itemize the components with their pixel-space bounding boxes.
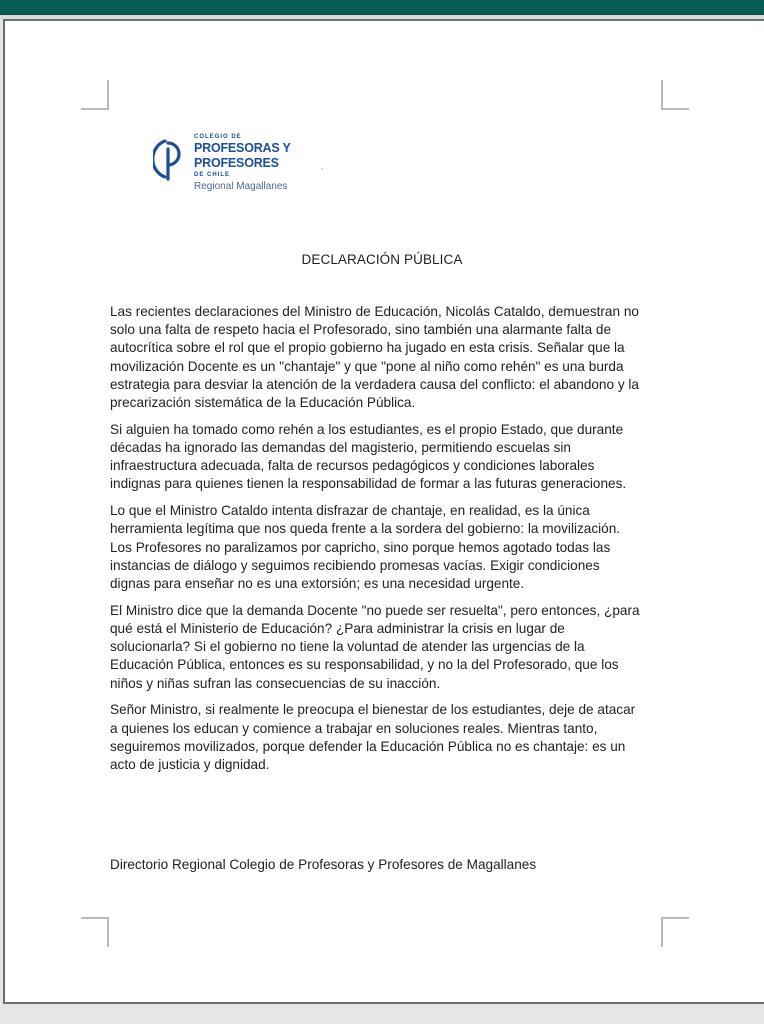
margin-corner-mark-bottom-left: [81, 917, 109, 947]
paragraph: Si alguien ha tomado como rehén a los estudiantes, es el propio Estado, que durante décadas ha ignorado las demandas del magisterio, permitiendo escuelas sin infraestructura adecuada, falta de recursos pedagógicos y condiciones laborales indignas para quienes tienen la responsabilidad de formar a las futuras generaciones.: [110, 421, 627, 492]
app-header-bar: [0, 0, 764, 15]
logo-line-profesoras: PROFESORAS Y: [194, 141, 291, 155]
document-body: [110, 303, 640, 783]
logo-line-colegio: COLEGIO DE: [194, 134, 242, 140]
logo-artifact-dot: [321, 168, 323, 170]
organization-logo: [153, 133, 313, 213]
margin-corner-mark-bottom-right: [661, 917, 689, 947]
paragraph: Lo que el Ministro Cataldo intenta disfrazar de chantaje, en realidad, es la única herramienta legítima que nos queda frente a la sordera del gobierno: la movilización. Los Profesores no paralizamos por capricho, sino porque hemos agotado todas las instancias de diálogo y seguimos recibiendo promesas vacías. Exigir condiciones dignas para enseñar no es una extorsión; es una necesidad urgente.: [110, 503, 621, 592]
logo-text: [194, 133, 291, 193]
margin-corner-mark-top-left: [81, 80, 109, 110]
logo-line-chile: DE CHILE: [194, 172, 231, 178]
logo-line-profesores: PROFESORES: [194, 156, 279, 170]
document-title: DECLARACIÓN PÚBLICA: [301, 252, 463, 267]
paragraph: El Ministro dice que la demanda Docente "no puede ser resuelta", pero entonces, ¿para qué está el Ministerio de Educación? ¿Para administrar la crisis en lugar de solucionarla? Si el gobierno no tiene la voluntad de atender las urgencias de la Educación Pública, entonces es su responsabilidad, y no la del Profesorado, que los niños y niñas sufran las consecuencias de su inacción.: [110, 602, 640, 691]
logo-p-emblem-icon: [153, 137, 185, 181]
paragraph: Señor Ministro, si realmente le preocupa el bienestar de los estudiantes, deje de atacar a quienes los educan y comience a trabajar en soluciones reales. Mientras tanto, seguiremos movilizados, porque defender la Educación Pública no es chantaje: es un acto de justicia y dignidad.: [110, 702, 636, 773]
margin-corner-mark-top-right: [661, 80, 689, 110]
paragraph: Las recientes declaraciones del Ministro de Educación, Nicolás Cataldo, demuestran no solo una falta de respeto hacia el Profesorado, sino también una alarmante falta de autocrítica sobre el rol que el propio gobierno ha jugado en esta crisis. Señalar que la movilización Docente es un "chantaje" y que "pone al niño como rehén" es una burda estrategia para desviar la atención de la verdadera causa del conflicto: el abandono y la precarización sistemática de la Educación Pública.: [110, 304, 639, 411]
viewer-background: [0, 1005, 764, 1024]
document-signature: Directorio Regional Colegio de Profesoras y Profesores de Magallanes: [110, 857, 537, 872]
logo-region: Regional Magallanes: [194, 181, 288, 192]
